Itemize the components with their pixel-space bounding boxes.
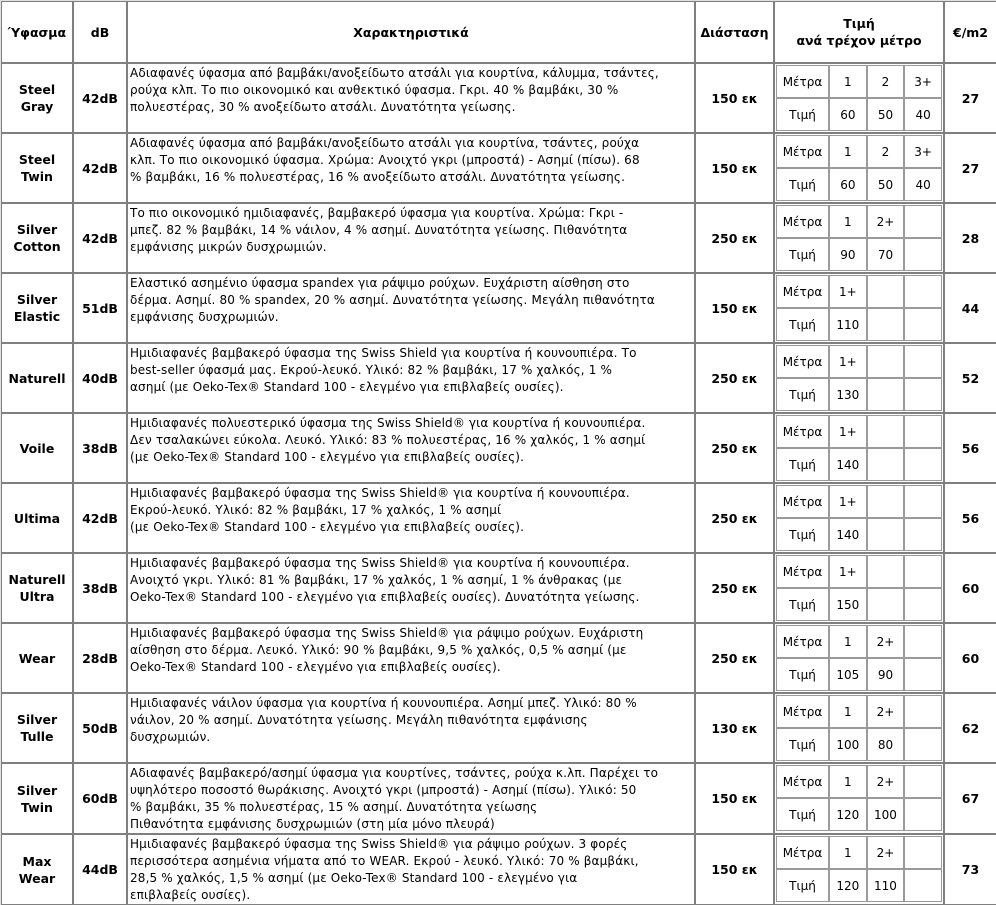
fabric-description bbox=[127, 553, 695, 623]
price-meters-row bbox=[776, 765, 942, 798]
price-value: 90 bbox=[867, 658, 905, 691]
price-value: 80 bbox=[867, 728, 905, 761]
price-value: 90 bbox=[829, 238, 867, 271]
fabric-name bbox=[1, 834, 73, 905]
header-eur-per-m2: €/m2 bbox=[944, 1, 996, 63]
price-meters-row bbox=[776, 65, 942, 98]
fabric-name-line1: Steel bbox=[18, 82, 56, 97]
price-value: 40 bbox=[904, 98, 942, 131]
price-value bbox=[867, 378, 905, 411]
price-meters-row bbox=[776, 485, 942, 518]
fabric-eur-per-m2: 56 bbox=[944, 483, 996, 553]
price-cell bbox=[774, 483, 944, 553]
description-line: νάιλον, 20 % ασημί. Δυνατότητα γείωσης. Μεγάλη πιθανότητα εμφάνισης bbox=[130, 713, 588, 727]
description-line: Ημιδιαφανές βαμβακερό ύφασμα της Swiss Shield για κουρτίνα ή κουνουπιέρα. Το bbox=[130, 346, 637, 360]
fabric-db: 50dB bbox=[73, 693, 127, 763]
meters-label: Μέτρα bbox=[776, 765, 829, 798]
description-line: πολυεστέρας, 30 % ανοξείδωτο ατσάλι. Δυνατότητα γείωσης. bbox=[130, 100, 516, 114]
description-line: Πιθανότητα εμφάνισης δυσχρωμιών (στη μία μόνο πλευρά) bbox=[130, 817, 495, 831]
fabric-db: 42dB bbox=[73, 483, 127, 553]
price-grid bbox=[776, 836, 942, 902]
meters-value: 1 bbox=[829, 695, 867, 728]
fabric-dimension: 250 εκ bbox=[695, 203, 774, 273]
description-line: δέρμα. Ασημί. 80 % spandex, 20 % ασημί. Δυνατότητα γείωσης. Μεγάλη πιθανότητα bbox=[130, 293, 655, 307]
price-value: 40 bbox=[904, 168, 942, 201]
description-line: επιβλαβείς ουσίες). bbox=[130, 888, 251, 902]
meters-value bbox=[904, 625, 942, 658]
fabric-description bbox=[127, 483, 695, 553]
meters-label: Μέτρα bbox=[776, 345, 829, 378]
meters-value: 2+ bbox=[867, 625, 905, 658]
fabric-name-line1: Silver bbox=[16, 222, 58, 237]
price-value: 130 bbox=[829, 378, 867, 411]
description-line: % βαμβάκι, 35 % πολυεστέρας, 15 % ασημί. Δυνατότητα γείωσης bbox=[130, 800, 538, 814]
price-value bbox=[904, 308, 942, 341]
description-line: (με Oeko-Tex® Standard 100 - ελεγμένο για επιβλαβείς ουσίες). bbox=[130, 450, 525, 464]
fabric-name bbox=[1, 413, 73, 483]
fabric-description bbox=[127, 133, 695, 203]
description-line: best-seller ύφασμά μας. Εκρού-λευκό. Υλικό: 82 % βαμβάκι, 17 % χαλκός, 1 % bbox=[130, 363, 613, 377]
price-values-row bbox=[776, 588, 942, 621]
fabric-dimension: 250 εκ bbox=[695, 413, 774, 483]
header-price-line2: ανά τρέχον μέτρο bbox=[796, 33, 922, 48]
price-grid bbox=[776, 415, 942, 481]
fabric-dimension: 130 εκ bbox=[695, 693, 774, 763]
meters-label: Μέτρα bbox=[776, 625, 829, 658]
price-grid bbox=[776, 205, 942, 271]
price-value: 120 bbox=[829, 869, 867, 902]
table-body bbox=[1, 63, 996, 905]
fabric-dimension: 150 εκ bbox=[695, 273, 774, 343]
meters-value bbox=[867, 275, 905, 308]
description-line: Αδιαφανές ύφασμα από βαμβάκι/ανοξείδωτο ατσάλι για κουρτίνα, τσάντες, ρούχα bbox=[130, 136, 640, 150]
description-line: δυσχρωμιών. bbox=[130, 730, 211, 744]
fabric-name-line1: Max bbox=[22, 853, 52, 869]
price-label: Τιμή bbox=[776, 378, 829, 411]
meters-value bbox=[867, 485, 905, 518]
meters-value: 1 bbox=[829, 765, 867, 798]
fabric-eur-per-m2: 56 bbox=[944, 413, 996, 483]
price-grid bbox=[776, 765, 942, 831]
price-value: 110 bbox=[867, 869, 905, 902]
price-grid bbox=[776, 345, 942, 411]
description-line: Αδιαφανές ύφασμα από βαμβάκι/ανοξείδωτο ατσάλι για κουρτίνα, κάλυμμα, τσάντες, bbox=[130, 66, 659, 80]
price-value: 60 bbox=[829, 168, 867, 201]
fabric-eur-per-m2: 60 bbox=[944, 553, 996, 623]
meters-value bbox=[867, 555, 905, 588]
fabric-eur-per-m2: 60 bbox=[944, 623, 996, 693]
description-line: Ελαστικό ασημένιο ύφασμα spandex για ράψιμο ρούχων. Ευχάριστη αίσθηση στο bbox=[130, 276, 630, 290]
fabric-eur-per-m2: 27 bbox=[944, 133, 996, 203]
meters-label: Μέτρα bbox=[776, 415, 829, 448]
fabric-db: 38dB bbox=[73, 413, 127, 483]
fabric-name-line2: Twin bbox=[21, 169, 53, 184]
price-label: Τιμή bbox=[776, 448, 829, 481]
fabric-db: 42dB bbox=[73, 63, 127, 133]
price-label: Τιμή bbox=[776, 728, 829, 761]
price-value bbox=[904, 869, 942, 902]
meters-value: 2 bbox=[867, 65, 905, 98]
fabric-name-line1: Wear bbox=[18, 650, 56, 666]
meters-value: 1 bbox=[829, 65, 867, 98]
price-value bbox=[867, 588, 905, 621]
fabric-dimension: 150 εκ bbox=[695, 834, 774, 905]
price-value bbox=[904, 238, 942, 271]
price-value bbox=[867, 308, 905, 341]
fabric-dimension: 150 εκ bbox=[695, 63, 774, 133]
description-line: Εκρού-λευκό. Υλικό: 82 % βαμβάκι, 17 % χαλκός, 1 % ασημί bbox=[130, 503, 502, 517]
price-values-row bbox=[776, 308, 942, 341]
price-value: 70 bbox=[867, 238, 905, 271]
header-price-line1: Τιμή bbox=[843, 16, 875, 31]
meters-value: 2+ bbox=[867, 836, 905, 869]
price-meters-row bbox=[776, 415, 942, 448]
price-value: 100 bbox=[829, 728, 867, 761]
price-label: Τιμή bbox=[776, 518, 829, 551]
meters-value: 1+ bbox=[829, 415, 867, 448]
description-line: υψηλότερο ποσοστό θωράκισης. Ανοιχτό γκρι (μπροστά) - Ασημί (πίσω). Υλικό: 50 bbox=[130, 783, 637, 797]
fabric-name-line2: Tulle bbox=[20, 729, 54, 744]
fabric-description bbox=[127, 763, 695, 834]
price-value: 150 bbox=[829, 588, 867, 621]
table-row bbox=[1, 623, 996, 693]
fabric-name bbox=[1, 273, 73, 343]
fabric-dimension: 250 εκ bbox=[695, 553, 774, 623]
fabric-eur-per-m2: 62 bbox=[944, 693, 996, 763]
price-grid bbox=[776, 555, 942, 621]
fabric-name-line1: Voile bbox=[19, 440, 55, 456]
meters-value bbox=[904, 765, 942, 798]
price-value bbox=[904, 588, 942, 621]
fabric-eur-per-m2: 28 bbox=[944, 203, 996, 273]
fabric-name-line2: Wear bbox=[18, 870, 56, 886]
fabric-name bbox=[1, 763, 73, 834]
price-grid bbox=[776, 65, 942, 131]
meters-value bbox=[867, 345, 905, 378]
fabric-description bbox=[127, 273, 695, 343]
header-fabric: Ύφασμα bbox=[1, 1, 73, 63]
table-row bbox=[1, 763, 996, 834]
table-row bbox=[1, 834, 996, 905]
price-value bbox=[867, 518, 905, 551]
price-value bbox=[904, 728, 942, 761]
description-line: (με Oeko-Tex® Standard 100 - ελεγμένο για επιβλαβείς ουσίες). bbox=[130, 520, 525, 534]
meters-value bbox=[904, 555, 942, 588]
fabric-name bbox=[1, 63, 73, 133]
price-grid bbox=[776, 275, 942, 341]
price-meters-row bbox=[776, 625, 942, 658]
description-line: αίσθηση στο δέρμα. Λευκό. Υλικό: 90 % βαμβάκι, 9,5 % χαλκός, 0,5 % ασημί (με bbox=[130, 643, 627, 657]
fabric-description bbox=[127, 413, 695, 483]
description-line: μπεζ. 82 % βαμβάκι, 14 % νάιλον, 4 % ασημί. Δυνατότητα γείωσης. Πιθανότητα bbox=[130, 223, 628, 237]
fabric-name-line1: Ultima bbox=[13, 510, 61, 526]
price-value: 105 bbox=[829, 658, 867, 691]
price-grid bbox=[776, 625, 942, 691]
price-value bbox=[867, 448, 905, 481]
meters-value: 2 bbox=[867, 135, 905, 168]
meters-value bbox=[904, 415, 942, 448]
fabric-dimension: 150 εκ bbox=[695, 133, 774, 203]
meters-label: Μέτρα bbox=[776, 695, 829, 728]
fabric-name-line1: Silver bbox=[16, 712, 58, 727]
price-label: Τιμή bbox=[776, 869, 829, 902]
fabric-name-line1: Steel bbox=[18, 152, 56, 167]
price-grid bbox=[776, 695, 942, 761]
fabric-db: 42dB bbox=[73, 203, 127, 273]
price-value: 140 bbox=[829, 518, 867, 551]
price-values-row bbox=[776, 238, 942, 271]
fabric-name-line1: Silver bbox=[16, 292, 58, 307]
price-values-row bbox=[776, 168, 942, 201]
fabric-name bbox=[1, 483, 73, 553]
price-value: 50 bbox=[867, 98, 905, 131]
fabric-eur-per-m2: 67 bbox=[944, 763, 996, 834]
meters-value: 1+ bbox=[829, 345, 867, 378]
meters-value bbox=[904, 345, 942, 378]
table-row bbox=[1, 413, 996, 483]
meters-value: 3+ bbox=[904, 65, 942, 98]
price-value bbox=[904, 798, 942, 831]
price-label: Τιμή bbox=[776, 308, 829, 341]
fabric-name bbox=[1, 133, 73, 203]
fabric-name-line2: Ultra bbox=[19, 589, 55, 604]
table-row bbox=[1, 553, 996, 623]
description-line: 28,5 % χαλκός, 1,5 % ασημί (με Oeko-Tex® Standard 100 - ελεγμένο για bbox=[130, 871, 578, 885]
description-line: Δεν τσαλακώνει εύκολα. Λευκό. Υλικό: 83 % πολυεστέρας, 16 % χαλκός, 1 % ασημί bbox=[130, 433, 646, 447]
description-line: Ημιδιαφανές νάιλον ύφασμα για κουρτίνα ή κουνουπιέρα. Ασημί μπεζ. Υλικό: 80 % bbox=[130, 696, 637, 710]
table-row bbox=[1, 63, 996, 133]
meters-label: Μέτρα bbox=[776, 485, 829, 518]
price-cell bbox=[774, 133, 944, 203]
price-cell bbox=[774, 273, 944, 343]
description-line: κλπ. Το πιο οικονομικό ύφασμα. Χρώμα: Ανοιχτό γκρι (μπροστά) - Ασημί (πίσω). 68 bbox=[130, 153, 640, 167]
price-meters-row bbox=[776, 135, 942, 168]
fabric-name-line2: Gray bbox=[20, 99, 54, 114]
description-line: ασημί (με Oeko-Tex® Standard 100 - ελεγμένο για επιβλαβείς ουσίες). bbox=[130, 380, 564, 394]
fabric-name-line2: Cotton bbox=[13, 239, 61, 254]
price-label: Τιμή bbox=[776, 798, 829, 831]
price-meters-row bbox=[776, 555, 942, 588]
price-values-row bbox=[776, 798, 942, 831]
table-row bbox=[1, 343, 996, 413]
description-line: περισσότερα ασημένια νήματα από το WEAR. Εκρού - λευκό. Υλικό: 70 % βαμβάκι, bbox=[130, 854, 639, 868]
meters-value: 1 bbox=[829, 836, 867, 869]
fabric-description bbox=[127, 623, 695, 693]
price-values-row bbox=[776, 658, 942, 691]
fabric-name bbox=[1, 693, 73, 763]
meters-value bbox=[867, 415, 905, 448]
fabric-dimension: 250 εκ bbox=[695, 623, 774, 693]
fabric-name-line1: Silver bbox=[16, 782, 58, 798]
meters-label: Μέτρα bbox=[776, 135, 829, 168]
price-cell bbox=[774, 413, 944, 483]
fabric-description bbox=[127, 834, 695, 905]
description-line: Ημιδιαφανές βαμβακερό ύφασμα της Swiss Shield® για κουρτίνα ή κουνουπιέρα. bbox=[130, 486, 630, 500]
fabric-description bbox=[127, 343, 695, 413]
table-row bbox=[1, 693, 996, 763]
price-cell bbox=[774, 203, 944, 273]
description-line: Ανοιχτό γκρι. Υλικό: 81 % βαμβάκι, 17 % χαλκός, 1 % ασημί, 1 % άνθρακας (με bbox=[130, 573, 623, 587]
meters-value: 3+ bbox=[904, 135, 942, 168]
fabric-name-line1: Naturell bbox=[8, 572, 66, 587]
price-value bbox=[904, 448, 942, 481]
description-line: Το πιο οικονομικό ημιδιαφανές, βαμβακερό ύφασμα για κουρτίνα. Χρώμα: Γκρι - bbox=[130, 206, 624, 220]
meters-value: 1+ bbox=[829, 275, 867, 308]
header-features: Χαρακτηριστικά bbox=[127, 1, 695, 63]
fabric-dimension: 150 εκ bbox=[695, 763, 774, 834]
description-line: εμφάνισης μικρών δυσχρωμιών. bbox=[130, 240, 327, 254]
price-meters-row bbox=[776, 275, 942, 308]
price-value bbox=[904, 658, 942, 691]
description-line: % βαμβάκι, 16 % πολυεστέρας, 16 % ανοξείδωτο ατσάλι. Δυνατότητα γείωσης. bbox=[130, 170, 626, 184]
fabric-db: 44dB bbox=[73, 834, 127, 905]
price-label: Τιμή bbox=[776, 238, 829, 271]
fabric-eur-per-m2: 44 bbox=[944, 273, 996, 343]
meters-label: Μέτρα bbox=[776, 555, 829, 588]
price-label: Τιμή bbox=[776, 168, 829, 201]
fabric-name bbox=[1, 203, 73, 273]
price-meters-row bbox=[776, 345, 942, 378]
description-line: Ημιδιαφανές βαμβακερό ύφασμα της Swiss Shield® για κουρτίνα ή κουνουπιέρα. bbox=[130, 556, 630, 570]
meters-value: 2+ bbox=[867, 205, 905, 238]
fabric-dimension: 250 εκ bbox=[695, 483, 774, 553]
fabric-description bbox=[127, 63, 695, 133]
price-value bbox=[904, 518, 942, 551]
header-price bbox=[774, 1, 944, 63]
price-values-row bbox=[776, 869, 942, 902]
description-line: Ημιδιαφανές βαμβακερό ύφασμα της Swiss Shield® για ράψιμο ρούχων. Ευχάριστη bbox=[130, 626, 644, 640]
price-cell bbox=[774, 763, 944, 834]
meters-value: 2+ bbox=[867, 695, 905, 728]
price-value bbox=[904, 378, 942, 411]
price-label: Τιμή bbox=[776, 658, 829, 691]
fabric-db: 42dB bbox=[73, 133, 127, 203]
table-row bbox=[1, 203, 996, 273]
meters-value bbox=[904, 485, 942, 518]
fabric-db: 60dB bbox=[73, 763, 127, 834]
meters-value: 1 bbox=[829, 135, 867, 168]
fabric-eur-per-m2: 52 bbox=[944, 343, 996, 413]
fabric-db: 51dB bbox=[73, 273, 127, 343]
price-meters-row bbox=[776, 695, 942, 728]
description-line: Ημιδιαφανές πολυεστερικό ύφασμα της Swiss Shield® για κουρτίνα ή κουνουπιέρα. bbox=[130, 416, 646, 430]
fabric-eur-per-m2: 73 bbox=[944, 834, 996, 905]
price-values-row bbox=[776, 518, 942, 551]
fabric-name bbox=[1, 623, 73, 693]
price-value: 110 bbox=[829, 308, 867, 341]
description-line: Αδιαφανές βαμβακερό/ασημί ύφασμα για κουρτίνες, τσάντες, ρούχα κ.λπ. Παρέχει το bbox=[130, 766, 659, 780]
meters-value bbox=[904, 695, 942, 728]
description-line: Oeko-Tex® Standard 100 - ελεγμένο για επιβλαβείς ουσίες). bbox=[130, 660, 501, 674]
price-value: 140 bbox=[829, 448, 867, 481]
meters-label: Μέτρα bbox=[776, 836, 829, 869]
meters-label: Μέτρα bbox=[776, 65, 829, 98]
price-cell bbox=[774, 343, 944, 413]
price-value: 100 bbox=[867, 798, 905, 831]
fabric-description bbox=[127, 693, 695, 763]
fabric-dimension: 250 εκ bbox=[695, 343, 774, 413]
fabric-name-line2: Elastic bbox=[13, 309, 61, 324]
price-grid bbox=[776, 135, 942, 201]
price-cell bbox=[774, 63, 944, 133]
description-line: εμφάνισης δυσχρωμιών. bbox=[130, 310, 279, 324]
price-values-row bbox=[776, 378, 942, 411]
fabric-name-line2: Twin bbox=[21, 799, 53, 815]
meters-value bbox=[904, 205, 942, 238]
price-meters-row bbox=[776, 836, 942, 869]
fabric-name bbox=[1, 553, 73, 623]
fabric-name-line1: Naturell bbox=[8, 370, 66, 386]
description-line: ρούχα κλπ. Το πιο οικονομικό και ανθεκτικό ύφασμα. Γκρι. 40 % βαμβάκι, 30 % bbox=[130, 83, 619, 97]
fabric-description bbox=[127, 203, 695, 273]
meters-value bbox=[904, 836, 942, 869]
price-label: Τιμή bbox=[776, 98, 829, 131]
price-label: Τιμή bbox=[776, 588, 829, 621]
description-line: Ημιδιαφανές βαμβακερό ύφασμα της Swiss Shield® για ράψιμο ρούχων. 3 φορές bbox=[130, 837, 628, 851]
header-row bbox=[1, 1, 996, 63]
price-meters-row bbox=[776, 205, 942, 238]
price-cell bbox=[774, 623, 944, 693]
description-line: Oeko-Tex® Standard 100 - ελεγμένο για επιβλαβείς ουσίες). Δυνατότητα γείωσης. bbox=[130, 590, 640, 604]
table-row bbox=[1, 273, 996, 343]
header-dimension: Διάσταση bbox=[695, 1, 774, 63]
table-row bbox=[1, 133, 996, 203]
price-cell bbox=[774, 834, 944, 905]
price-value: 50 bbox=[867, 168, 905, 201]
meters-value: 1+ bbox=[829, 555, 867, 588]
price-values-row bbox=[776, 728, 942, 761]
meters-value: 1 bbox=[829, 205, 867, 238]
meters-value bbox=[904, 275, 942, 308]
meters-label: Μέτρα bbox=[776, 205, 829, 238]
table-row bbox=[1, 483, 996, 553]
meters-value: 2+ bbox=[867, 765, 905, 798]
meters-label: Μέτρα bbox=[776, 275, 829, 308]
header-db: dB bbox=[73, 1, 127, 63]
fabric-name bbox=[1, 343, 73, 413]
fabric-db: 40dB bbox=[73, 343, 127, 413]
fabric-db: 38dB bbox=[73, 553, 127, 623]
price-cell bbox=[774, 693, 944, 763]
price-values-row bbox=[776, 448, 942, 481]
meters-value: 1+ bbox=[829, 485, 867, 518]
price-values-row bbox=[776, 98, 942, 131]
price-value: 120 bbox=[829, 798, 867, 831]
price-grid bbox=[776, 485, 942, 551]
fabric-eur-per-m2: 27 bbox=[944, 63, 996, 133]
price-value: 60 bbox=[829, 98, 867, 131]
price-cell bbox=[774, 553, 944, 623]
fabric-db: 28dB bbox=[73, 623, 127, 693]
meters-value: 1 bbox=[829, 625, 867, 658]
